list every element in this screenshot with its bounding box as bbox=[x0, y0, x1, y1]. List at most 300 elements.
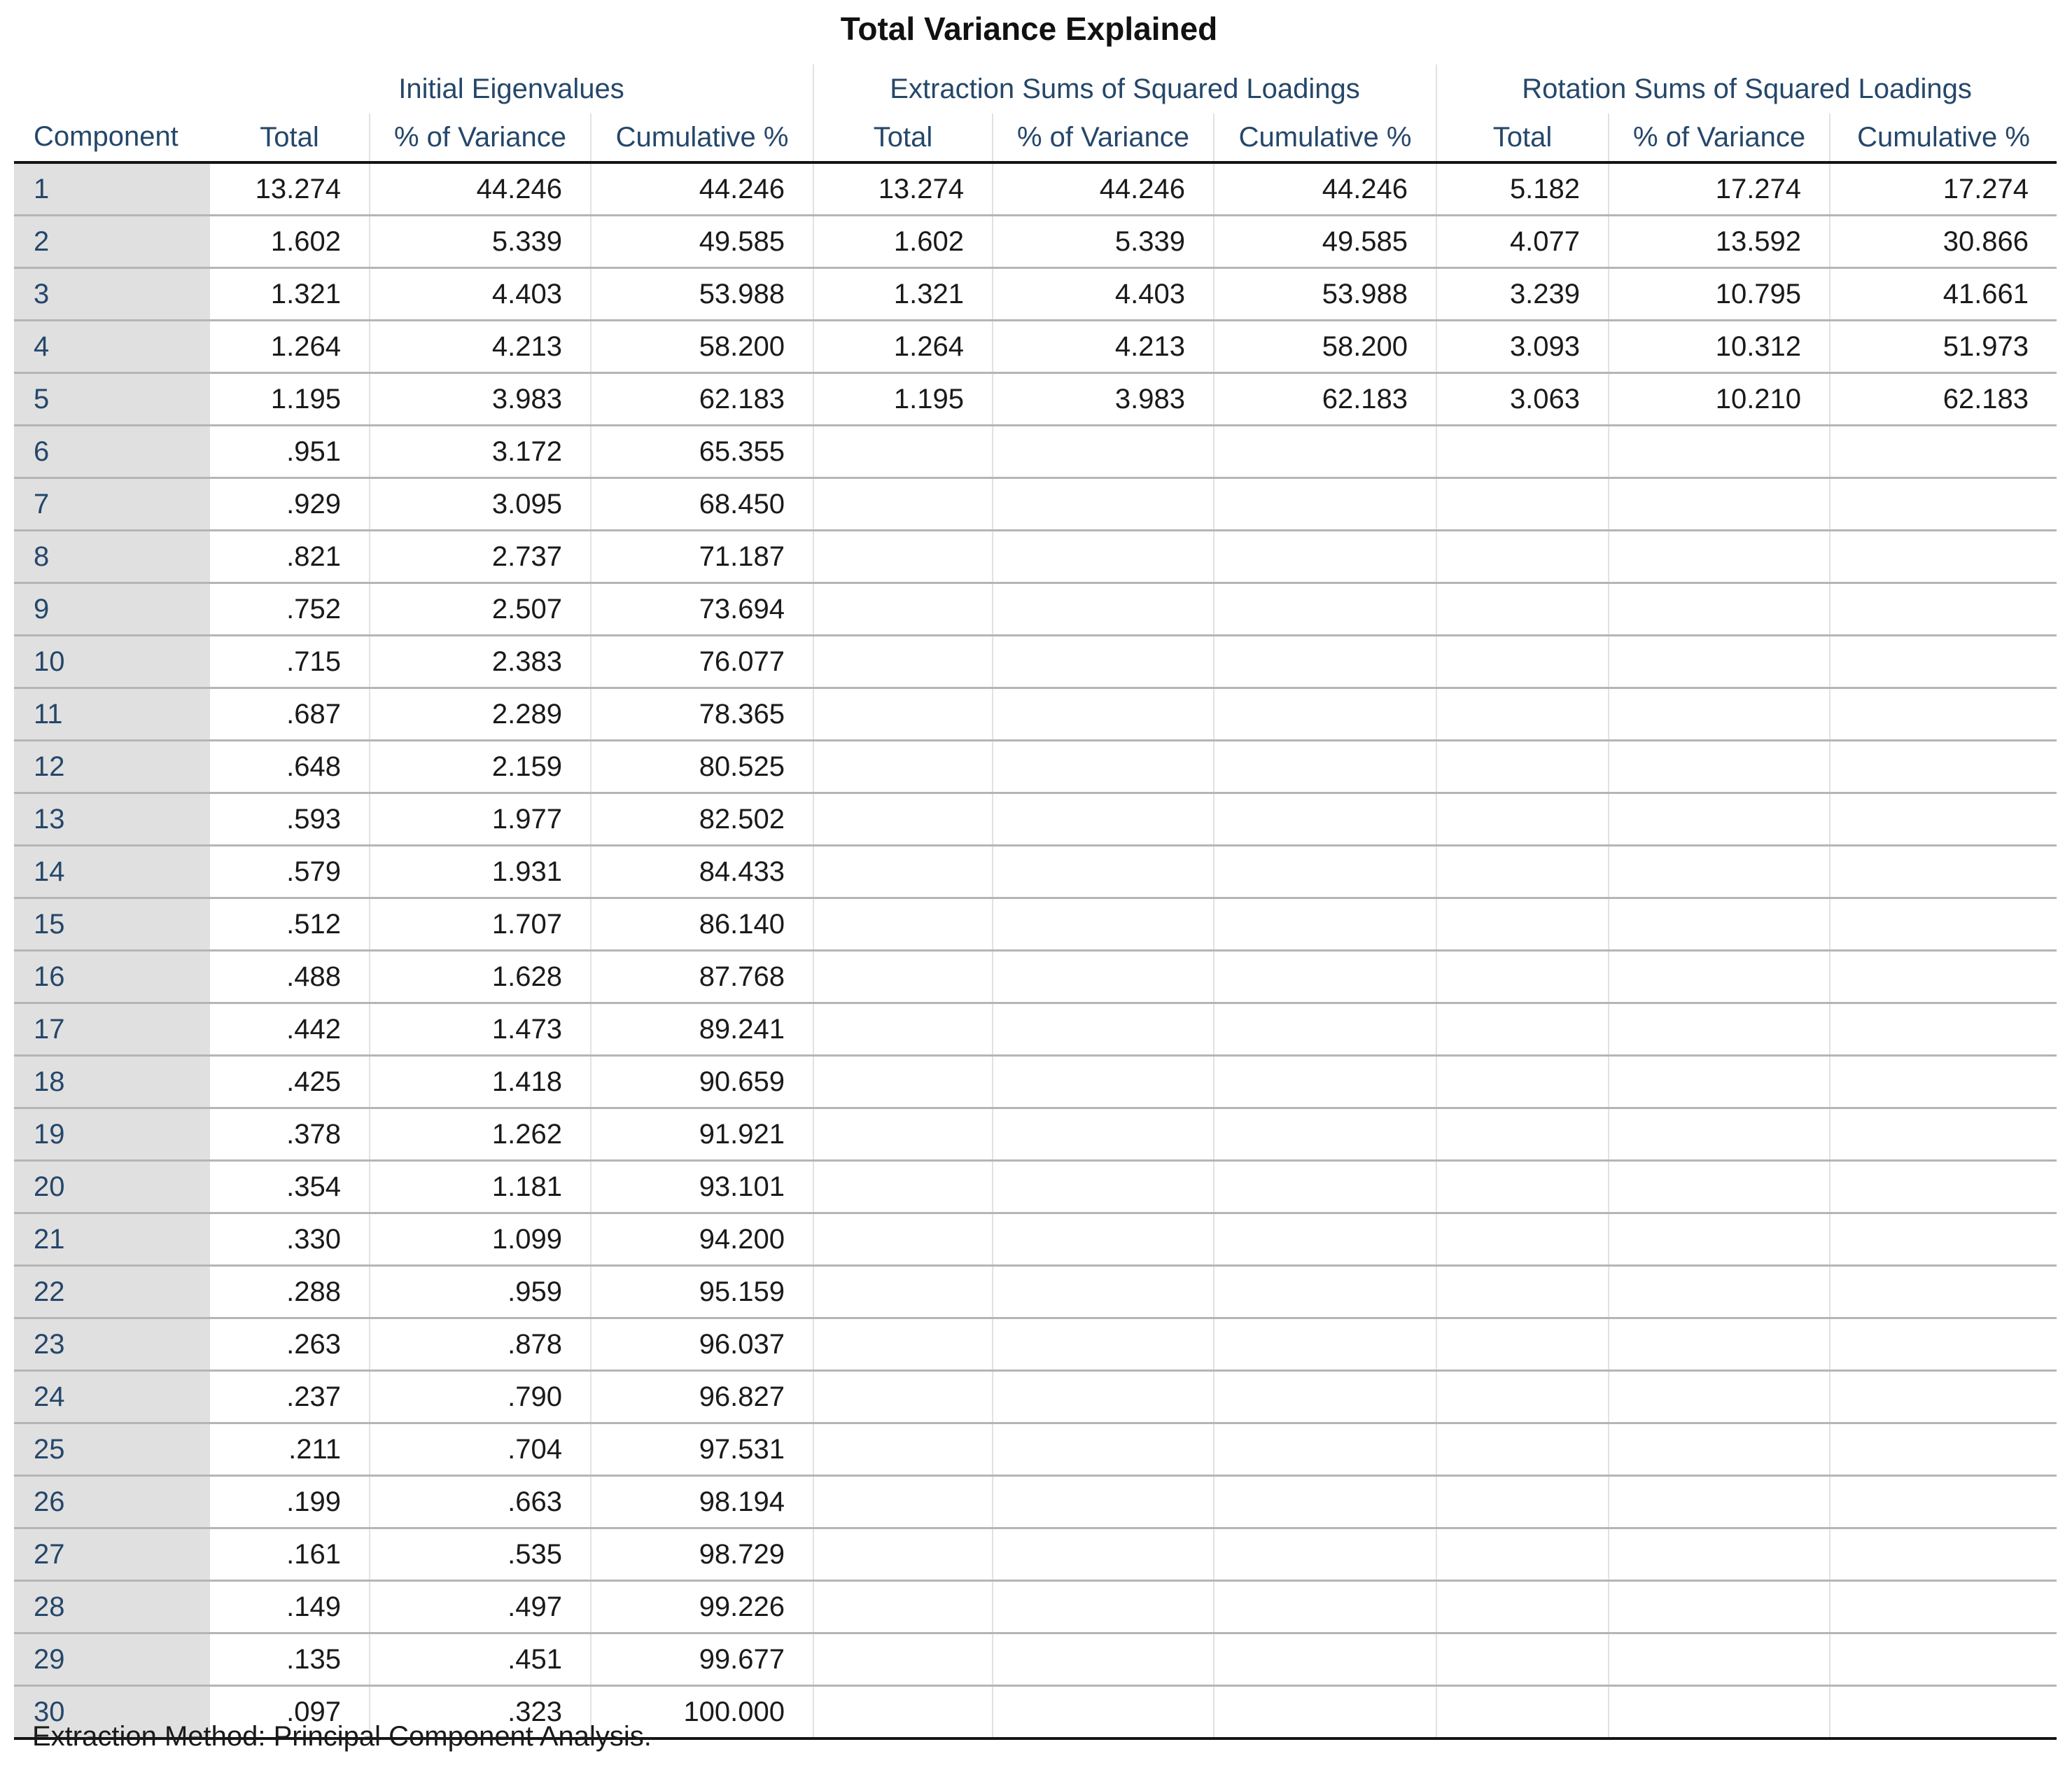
extraction-total-cell bbox=[813, 531, 993, 583]
extraction-pct-variance-cell bbox=[993, 688, 1214, 741]
rotation-cumulative-cell bbox=[1830, 1213, 2057, 1266]
extraction-cumulative-cell bbox=[1214, 793, 1436, 846]
rotation-pct-variance-cell bbox=[1609, 1161, 1830, 1213]
component-cell: 6 bbox=[14, 426, 210, 478]
extraction-pct-variance-cell bbox=[993, 1371, 1214, 1423]
initial-pct-variance-cell: .878 bbox=[370, 1318, 591, 1371]
extraction-total-cell bbox=[813, 1686, 993, 1739]
extraction-pct-variance-cell bbox=[993, 1476, 1214, 1528]
rotation-total-cell bbox=[1436, 1266, 1609, 1318]
initial-cumulative-cell: 68.450 bbox=[591, 478, 813, 531]
extraction-cumulative-cell bbox=[1214, 1423, 1436, 1476]
rotation-cumulative-cell bbox=[1830, 1581, 2057, 1633]
extraction-cumulative-cell bbox=[1214, 1686, 1436, 1739]
rotation-cumulative-cell bbox=[1830, 426, 2057, 478]
extraction-cumulative-cell bbox=[1214, 1056, 1436, 1108]
table-row bbox=[14, 1213, 2057, 1266]
rotation-cumulative-cell bbox=[1830, 1266, 2057, 1318]
rotation-cumulative-cell bbox=[1830, 846, 2057, 898]
header-sub-row bbox=[14, 113, 2057, 162]
rotation-pct-variance-cell bbox=[1609, 1003, 1830, 1056]
rotation-total-cell bbox=[1436, 898, 1609, 951]
extraction-pct-variance-cell bbox=[993, 1056, 1214, 1108]
extraction-cumulative-cell bbox=[1214, 1371, 1436, 1423]
rotation-cumulative-cell bbox=[1830, 531, 2057, 583]
component-cell: 1 bbox=[14, 162, 210, 216]
initial-pct-variance-cell: 1.099 bbox=[370, 1213, 591, 1266]
extraction-total-cell bbox=[813, 1528, 993, 1581]
rotation-pct-variance-cell: 10.795 bbox=[1609, 268, 1830, 321]
total-variance-table bbox=[14, 64, 2057, 1740]
initial-cumulative-cell: 82.502 bbox=[591, 793, 813, 846]
table-row bbox=[14, 793, 2057, 846]
component-cell: 3 bbox=[14, 268, 210, 321]
rotation-total-cell bbox=[1436, 426, 1609, 478]
extraction-pct-variance-cell bbox=[993, 1161, 1214, 1213]
extraction-cumulative-cell bbox=[1214, 1528, 1436, 1581]
rotation-pct-variance-cell bbox=[1609, 1108, 1830, 1161]
initial-cumulative-cell: 99.677 bbox=[591, 1633, 813, 1686]
initial-total-cell: .378 bbox=[210, 1108, 370, 1161]
extraction-total-cell bbox=[813, 426, 993, 478]
initial-cumulative-cell: 62.183 bbox=[591, 373, 813, 426]
col-rotation-pct-variance: % of Variance bbox=[1609, 113, 1830, 162]
rotation-total-cell bbox=[1436, 636, 1609, 688]
rotation-total-cell bbox=[1436, 1476, 1609, 1528]
component-cell: 4 bbox=[14, 321, 210, 373]
table-row bbox=[14, 1161, 2057, 1213]
rotation-pct-variance-cell bbox=[1609, 898, 1830, 951]
rotation-cumulative-cell bbox=[1830, 1528, 2057, 1581]
table-row bbox=[14, 898, 2057, 951]
rotation-cumulative-cell: 30.866 bbox=[1830, 216, 2057, 268]
extraction-total-cell bbox=[813, 636, 993, 688]
extraction-cumulative-cell bbox=[1214, 1003, 1436, 1056]
initial-pct-variance-cell: .790 bbox=[370, 1371, 591, 1423]
initial-cumulative-cell: 84.433 bbox=[591, 846, 813, 898]
rotation-pct-variance-cell bbox=[1609, 1581, 1830, 1633]
table-row bbox=[14, 1476, 2057, 1528]
rotation-cumulative-cell bbox=[1830, 583, 2057, 636]
group-initial-eigenvalues: Initial Eigenvalues bbox=[398, 73, 624, 104]
component-cell: 14 bbox=[14, 846, 210, 898]
group-extraction-sums: Extraction Sums of Squared Loadings bbox=[813, 64, 1436, 113]
table-row bbox=[14, 688, 2057, 741]
component-cell: 13 bbox=[14, 793, 210, 846]
extraction-cumulative-cell bbox=[1214, 951, 1436, 1003]
initial-cumulative-cell: 76.077 bbox=[591, 636, 813, 688]
initial-total-cell: .135 bbox=[210, 1633, 370, 1686]
rotation-cumulative-cell bbox=[1830, 741, 2057, 793]
initial-pct-variance-cell: 1.977 bbox=[370, 793, 591, 846]
col-initial-cumulative: Cumulative % bbox=[591, 113, 813, 162]
rotation-total-cell bbox=[1436, 1318, 1609, 1371]
initial-total-cell: .821 bbox=[210, 531, 370, 583]
initial-cumulative-cell: 99.226 bbox=[591, 1581, 813, 1633]
component-cell: 19 bbox=[14, 1108, 210, 1161]
extraction-total-cell bbox=[813, 1318, 993, 1371]
rotation-total-cell: 3.239 bbox=[1436, 268, 1609, 321]
table-row bbox=[14, 636, 2057, 688]
extraction-cumulative-cell bbox=[1214, 426, 1436, 478]
extraction-total-cell bbox=[813, 1371, 993, 1423]
component-cell: 25 bbox=[14, 1423, 210, 1476]
initial-pct-variance-cell: 3.983 bbox=[370, 373, 591, 426]
extraction-cumulative-cell bbox=[1214, 1476, 1436, 1528]
table-row bbox=[14, 321, 2057, 373]
extraction-total-cell bbox=[813, 793, 993, 846]
extraction-total-cell bbox=[813, 1108, 993, 1161]
extraction-total-cell bbox=[813, 1476, 993, 1528]
extraction-total-cell bbox=[813, 1581, 993, 1633]
rotation-cumulative-cell bbox=[1830, 1161, 2057, 1213]
extraction-total-cell bbox=[813, 1423, 993, 1476]
rotation-pct-variance-cell bbox=[1609, 1528, 1830, 1581]
initial-total-cell: .442 bbox=[210, 1003, 370, 1056]
extraction-total-cell bbox=[813, 688, 993, 741]
rotation-total-cell bbox=[1436, 478, 1609, 531]
rotation-total-cell bbox=[1436, 1371, 1609, 1423]
rotation-cumulative-cell: 62.183 bbox=[1830, 373, 2057, 426]
initial-total-cell: .512 bbox=[210, 898, 370, 951]
component-cell: 8 bbox=[14, 531, 210, 583]
extraction-pct-variance-cell bbox=[993, 1266, 1214, 1318]
rotation-pct-variance-cell bbox=[1609, 951, 1830, 1003]
initial-cumulative-cell: 91.921 bbox=[591, 1108, 813, 1161]
table-row bbox=[14, 1581, 2057, 1633]
initial-cumulative-cell: 90.659 bbox=[591, 1056, 813, 1108]
extraction-pct-variance-cell bbox=[993, 898, 1214, 951]
initial-pct-variance-cell: 2.159 bbox=[370, 741, 591, 793]
rotation-pct-variance-cell bbox=[1609, 1476, 1830, 1528]
table-row bbox=[14, 951, 2057, 1003]
extraction-pct-variance-cell: 3.983 bbox=[993, 373, 1214, 426]
extraction-total-cell: 1.264 bbox=[813, 321, 993, 373]
rotation-pct-variance-cell bbox=[1609, 1686, 1830, 1739]
initial-total-cell: .354 bbox=[210, 1161, 370, 1213]
rotation-pct-variance-cell bbox=[1609, 741, 1830, 793]
initial-cumulative-cell: 94.200 bbox=[591, 1213, 813, 1266]
extraction-total-cell bbox=[813, 478, 993, 531]
initial-pct-variance-cell: 2.383 bbox=[370, 636, 591, 688]
initial-cumulative-cell: 78.365 bbox=[591, 688, 813, 741]
initial-total-cell: .211 bbox=[210, 1423, 370, 1476]
rotation-total-cell: 5.182 bbox=[1436, 162, 1609, 216]
table-row bbox=[14, 268, 2057, 321]
extraction-cumulative-cell bbox=[1214, 1318, 1436, 1371]
extraction-cumulative-cell: 44.246 bbox=[1214, 162, 1436, 216]
extraction-pct-variance-cell bbox=[993, 1633, 1214, 1686]
initial-pct-variance-cell: 3.172 bbox=[370, 426, 591, 478]
initial-pct-variance-cell: .535 bbox=[370, 1528, 591, 1581]
extraction-pct-variance-cell bbox=[993, 531, 1214, 583]
rotation-cumulative-cell bbox=[1830, 1371, 2057, 1423]
rotation-cumulative-cell bbox=[1830, 636, 2057, 688]
component-cell: 11 bbox=[14, 688, 210, 741]
initial-cumulative-cell: 96.037 bbox=[591, 1318, 813, 1371]
initial-cumulative-cell: 58.200 bbox=[591, 321, 813, 373]
table-row bbox=[14, 1528, 2057, 1581]
component-cell: 30 bbox=[14, 1686, 210, 1739]
initial-pct-variance-cell: .451 bbox=[370, 1633, 591, 1686]
rotation-cumulative-cell bbox=[1830, 793, 2057, 846]
rotation-pct-variance-cell bbox=[1609, 1423, 1830, 1476]
initial-pct-variance-cell: 3.095 bbox=[370, 478, 591, 531]
rotation-cumulative-cell bbox=[1830, 688, 2057, 741]
component-cell: 20 bbox=[14, 1161, 210, 1213]
rotation-pct-variance-cell: 10.312 bbox=[1609, 321, 1830, 373]
extraction-pct-variance-cell: 5.339 bbox=[993, 216, 1214, 268]
initial-cumulative-cell: 95.159 bbox=[591, 1266, 813, 1318]
initial-pct-variance-cell: .323 bbox=[370, 1686, 591, 1739]
component-cell: 7 bbox=[14, 478, 210, 531]
rotation-pct-variance-cell bbox=[1609, 846, 1830, 898]
rotation-total-cell bbox=[1436, 688, 1609, 741]
extraction-pct-variance-cell bbox=[993, 951, 1214, 1003]
initial-total-cell: .149 bbox=[210, 1581, 370, 1633]
component-cell: 18 bbox=[14, 1056, 210, 1108]
initial-total-cell: .330 bbox=[210, 1213, 370, 1266]
initial-total-cell: 13.274 bbox=[210, 162, 370, 216]
initial-pct-variance-cell: .497 bbox=[370, 1581, 591, 1633]
rotation-total-cell bbox=[1436, 1003, 1609, 1056]
initial-cumulative-cell: 98.194 bbox=[591, 1476, 813, 1528]
initial-cumulative-cell: 96.827 bbox=[591, 1371, 813, 1423]
initial-pct-variance-cell: 4.403 bbox=[370, 268, 591, 321]
initial-total-cell: .752 bbox=[210, 583, 370, 636]
component-cell: 26 bbox=[14, 1476, 210, 1528]
initial-pct-variance-cell: 4.213 bbox=[370, 321, 591, 373]
initial-total-cell: .161 bbox=[210, 1528, 370, 1581]
rotation-pct-variance-cell bbox=[1609, 1371, 1830, 1423]
extraction-cumulative-cell: 62.183 bbox=[1214, 373, 1436, 426]
rotation-cumulative-cell bbox=[1830, 898, 2057, 951]
extraction-cumulative-cell bbox=[1214, 583, 1436, 636]
initial-total-cell: .199 bbox=[210, 1476, 370, 1528]
initial-pct-variance-cell: .704 bbox=[370, 1423, 591, 1476]
extraction-pct-variance-cell bbox=[993, 846, 1214, 898]
table-row bbox=[14, 1003, 2057, 1056]
rotation-pct-variance-cell bbox=[1609, 1213, 1830, 1266]
extraction-cumulative-cell bbox=[1214, 636, 1436, 688]
initial-pct-variance-cell: 1.628 bbox=[370, 951, 591, 1003]
rotation-cumulative-cell bbox=[1830, 1108, 2057, 1161]
rotation-total-cell bbox=[1436, 741, 1609, 793]
rotation-total-cell bbox=[1436, 1633, 1609, 1686]
component-cell: 12 bbox=[14, 741, 210, 793]
extraction-cumulative-cell bbox=[1214, 478, 1436, 531]
component-cell: 2 bbox=[14, 216, 210, 268]
extraction-total-cell bbox=[813, 1633, 993, 1686]
initial-cumulative-cell: 80.525 bbox=[591, 741, 813, 793]
col-initial-total: Total bbox=[210, 113, 370, 162]
col-extraction-cumulative: Cumulative % bbox=[1214, 113, 1436, 162]
extraction-pct-variance-cell bbox=[993, 1318, 1214, 1371]
initial-pct-variance-cell: 1.181 bbox=[370, 1161, 591, 1213]
extraction-total-cell: 1.602 bbox=[813, 216, 993, 268]
rotation-cumulative-cell bbox=[1830, 1318, 2057, 1371]
initial-total-cell: .237 bbox=[210, 1371, 370, 1423]
initial-total-cell: .648 bbox=[210, 741, 370, 793]
extraction-pct-variance-cell: 44.246 bbox=[993, 162, 1214, 216]
table-body bbox=[14, 162, 2057, 1738]
initial-pct-variance-cell: 1.473 bbox=[370, 1003, 591, 1056]
rotation-total-cell bbox=[1436, 1161, 1609, 1213]
extraction-pct-variance-cell: 4.403 bbox=[993, 268, 1214, 321]
rotation-total-cell bbox=[1436, 951, 1609, 1003]
rotation-pct-variance-cell bbox=[1609, 1318, 1830, 1371]
table-row bbox=[14, 1371, 2057, 1423]
initial-cumulative-cell: 49.585 bbox=[591, 216, 813, 268]
extraction-pct-variance-cell bbox=[993, 636, 1214, 688]
extraction-cumulative-cell bbox=[1214, 1633, 1436, 1686]
extraction-total-cell bbox=[813, 951, 993, 1003]
initial-pct-variance-cell: .959 bbox=[370, 1266, 591, 1318]
rotation-pct-variance-cell bbox=[1609, 1633, 1830, 1686]
extraction-cumulative-cell: 58.200 bbox=[1214, 321, 1436, 373]
table-row bbox=[14, 1423, 2057, 1476]
initial-total-cell: 1.195 bbox=[210, 373, 370, 426]
extraction-pct-variance-cell: 4.213 bbox=[993, 321, 1214, 373]
table-row bbox=[14, 426, 2057, 478]
rotation-cumulative-cell bbox=[1830, 1003, 2057, 1056]
initial-cumulative-cell: 87.768 bbox=[591, 951, 813, 1003]
initial-cumulative-cell: 98.729 bbox=[591, 1528, 813, 1581]
rotation-cumulative-cell: 41.661 bbox=[1830, 268, 2057, 321]
group-rotation-sums: Rotation Sums of Squared Loadings bbox=[1436, 64, 2057, 113]
initial-cumulative-cell: 44.246 bbox=[591, 162, 813, 216]
rotation-cumulative-cell bbox=[1830, 478, 2057, 531]
extraction-total-cell: 13.274 bbox=[813, 162, 993, 216]
initial-pct-variance-cell: 2.737 bbox=[370, 531, 591, 583]
table-row bbox=[14, 846, 2057, 898]
rotation-total-cell bbox=[1436, 1108, 1609, 1161]
component-cell: 21 bbox=[14, 1213, 210, 1266]
table-row bbox=[14, 1266, 2057, 1318]
table-row bbox=[14, 373, 2057, 426]
rotation-total-cell bbox=[1436, 531, 1609, 583]
initial-pct-variance-cell: 44.246 bbox=[370, 162, 591, 216]
rotation-pct-variance-cell bbox=[1609, 636, 1830, 688]
rotation-total-cell: 3.093 bbox=[1436, 321, 1609, 373]
component-cell: 15 bbox=[14, 898, 210, 951]
table-row bbox=[14, 1633, 2057, 1686]
extraction-total-cell bbox=[813, 898, 993, 951]
rotation-total-cell bbox=[1436, 1528, 1609, 1581]
initial-cumulative-cell: 100.000 bbox=[591, 1686, 813, 1739]
initial-total-cell: .425 bbox=[210, 1056, 370, 1108]
table-row bbox=[14, 478, 2057, 531]
rotation-pct-variance-cell bbox=[1609, 793, 1830, 846]
rotation-pct-variance-cell bbox=[1609, 1266, 1830, 1318]
initial-cumulative-cell: 93.101 bbox=[591, 1161, 813, 1213]
extraction-total-cell bbox=[813, 1213, 993, 1266]
initial-cumulative-cell: 89.241 bbox=[591, 1003, 813, 1056]
initial-pct-variance-cell: 1.707 bbox=[370, 898, 591, 951]
extraction-cumulative-cell bbox=[1214, 688, 1436, 741]
rotation-pct-variance-cell: 10.210 bbox=[1609, 373, 1830, 426]
initial-total-cell: .951 bbox=[210, 426, 370, 478]
rotation-cumulative-cell: 51.973 bbox=[1830, 321, 2057, 373]
extraction-pct-variance-cell bbox=[993, 1423, 1214, 1476]
component-cell: 29 bbox=[14, 1633, 210, 1686]
rotation-cumulative-cell bbox=[1830, 951, 2057, 1003]
rotation-total-cell bbox=[1436, 1213, 1609, 1266]
rotation-total-cell: 3.063 bbox=[1436, 373, 1609, 426]
initial-pct-variance-cell: 2.289 bbox=[370, 688, 591, 741]
component-cell: 9 bbox=[14, 583, 210, 636]
table-row bbox=[14, 1108, 2057, 1161]
rotation-pct-variance-cell bbox=[1609, 531, 1830, 583]
initial-total-cell: .593 bbox=[210, 793, 370, 846]
extraction-pct-variance-cell bbox=[993, 1528, 1214, 1581]
rotation-pct-variance-cell bbox=[1609, 478, 1830, 531]
table-row bbox=[14, 1056, 2057, 1108]
component-cell: 16 bbox=[14, 951, 210, 1003]
extraction-total-cell: 1.321 bbox=[813, 268, 993, 321]
rotation-pct-variance-cell bbox=[1609, 583, 1830, 636]
initial-total-cell: .579 bbox=[210, 846, 370, 898]
extraction-cumulative-cell bbox=[1214, 1266, 1436, 1318]
footnote: Extraction Method: Principal Component Analysis. bbox=[32, 1721, 652, 1752]
component-header: Component bbox=[14, 64, 210, 162]
initial-total-cell: .929 bbox=[210, 478, 370, 531]
initial-total-cell: .263 bbox=[210, 1318, 370, 1371]
rotation-total-cell bbox=[1436, 583, 1609, 636]
rotation-total-cell bbox=[1436, 1581, 1609, 1633]
rotation-cumulative-cell bbox=[1830, 1056, 2057, 1108]
initial-total-cell: .687 bbox=[210, 688, 370, 741]
extraction-pct-variance-cell bbox=[993, 1003, 1214, 1056]
initial-cumulative-cell: 73.694 bbox=[591, 583, 813, 636]
col-initial-pct-variance: % of Variance bbox=[370, 113, 591, 162]
rotation-pct-variance-cell: 13.592 bbox=[1609, 216, 1830, 268]
extraction-pct-variance-cell bbox=[993, 1686, 1214, 1739]
extraction-total-cell bbox=[813, 846, 993, 898]
rotation-total-cell bbox=[1436, 1423, 1609, 1476]
col-extraction-pct-variance: % of Variance bbox=[993, 113, 1214, 162]
initial-total-cell: 1.321 bbox=[210, 268, 370, 321]
extraction-cumulative-cell: 49.585 bbox=[1214, 216, 1436, 268]
initial-pct-variance-cell: 1.418 bbox=[370, 1056, 591, 1108]
initial-total-cell: 1.264 bbox=[210, 321, 370, 373]
rotation-total-cell bbox=[1436, 793, 1609, 846]
rotation-total-cell bbox=[1436, 846, 1609, 898]
table-row bbox=[14, 531, 2057, 583]
initial-cumulative-cell: 97.531 bbox=[591, 1423, 813, 1476]
initial-pct-variance-cell: .663 bbox=[370, 1476, 591, 1528]
extraction-pct-variance-cell bbox=[993, 1581, 1214, 1633]
rotation-cumulative-cell bbox=[1830, 1633, 2057, 1686]
table-row bbox=[14, 1318, 2057, 1371]
initial-total-cell: .288 bbox=[210, 1266, 370, 1318]
rotation-cumulative-cell bbox=[1830, 1476, 2057, 1528]
rotation-cumulative-cell bbox=[1830, 1686, 2057, 1739]
rotation-total-cell bbox=[1436, 1056, 1609, 1108]
extraction-pct-variance-cell bbox=[993, 478, 1214, 531]
extraction-cumulative-cell bbox=[1214, 846, 1436, 898]
extraction-total-cell bbox=[813, 741, 993, 793]
extraction-total-cell bbox=[813, 1266, 993, 1318]
component-cell: 23 bbox=[14, 1318, 210, 1371]
rotation-cumulative-cell bbox=[1830, 1423, 2057, 1476]
col-extraction-total: Total bbox=[813, 113, 993, 162]
extraction-cumulative-cell bbox=[1214, 531, 1436, 583]
extraction-cumulative-cell bbox=[1214, 1108, 1436, 1161]
component-cell: 17 bbox=[14, 1003, 210, 1056]
rotation-pct-variance-cell bbox=[1609, 688, 1830, 741]
component-cell: 24 bbox=[14, 1371, 210, 1423]
